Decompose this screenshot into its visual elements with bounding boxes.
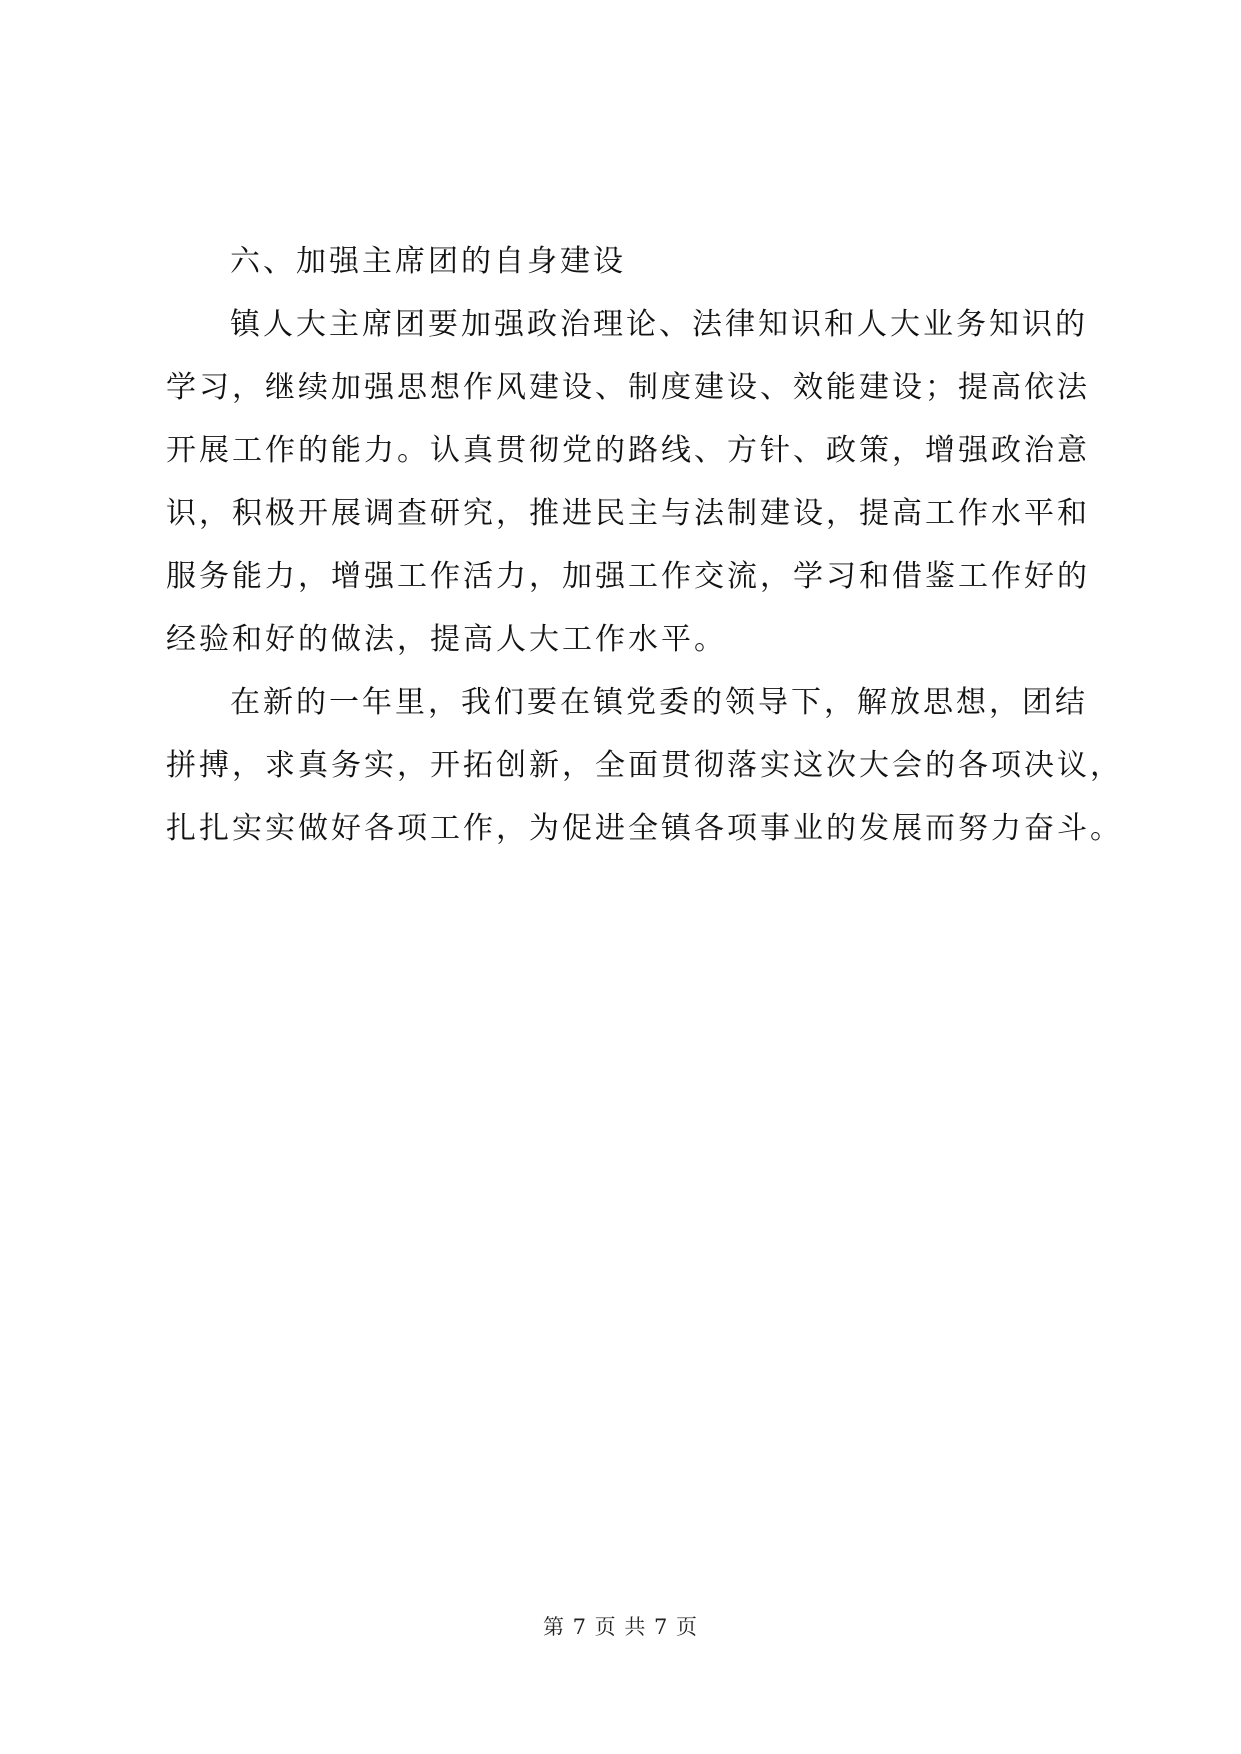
paragraph-line: 服务能力，增强工作活力，加强工作交流，学习和借鉴工作好的 <box>166 559 1090 594</box>
paragraph-line: 拼搏，求真务实，开拓创新，全面贯彻落实这次大会的各项决议， <box>166 748 1123 783</box>
paragraph-line: 开展工作的能力。认真贯彻党的路线、方针、政策，增强政治意 <box>166 433 1090 468</box>
paragraph-2 <box>166 671 1123 860</box>
section-heading: 六、加强主席团的自身建设 <box>230 244 626 279</box>
paragraph-line: 在新的一年里，我们要在镇党委的领导下，解放思想，团结 <box>230 685 1088 720</box>
page-number-footer: 第 7 页 共 7 页 <box>542 1615 699 1639</box>
paragraph-line: 镇人大主席团要加强政治理论、法律知识和人大业务知识的 <box>230 307 1088 342</box>
paragraph-line: 经验和好的做法，提高人大工作水平。 <box>166 622 727 657</box>
paragraph-line: 扎扎实实做好各项工作，为促进全镇各项事业的发展而努力奋斗。 <box>166 811 1123 846</box>
paragraph-line: 学习，继续加强思想作风建设、制度建设、效能建设；提高依法 <box>166 370 1090 405</box>
paragraph-line: 识，积极开展调查研究，推进民主与法制建设，提高工作水平和 <box>166 496 1090 531</box>
document-body <box>166 230 1123 860</box>
paragraph-1 <box>166 293 1090 671</box>
